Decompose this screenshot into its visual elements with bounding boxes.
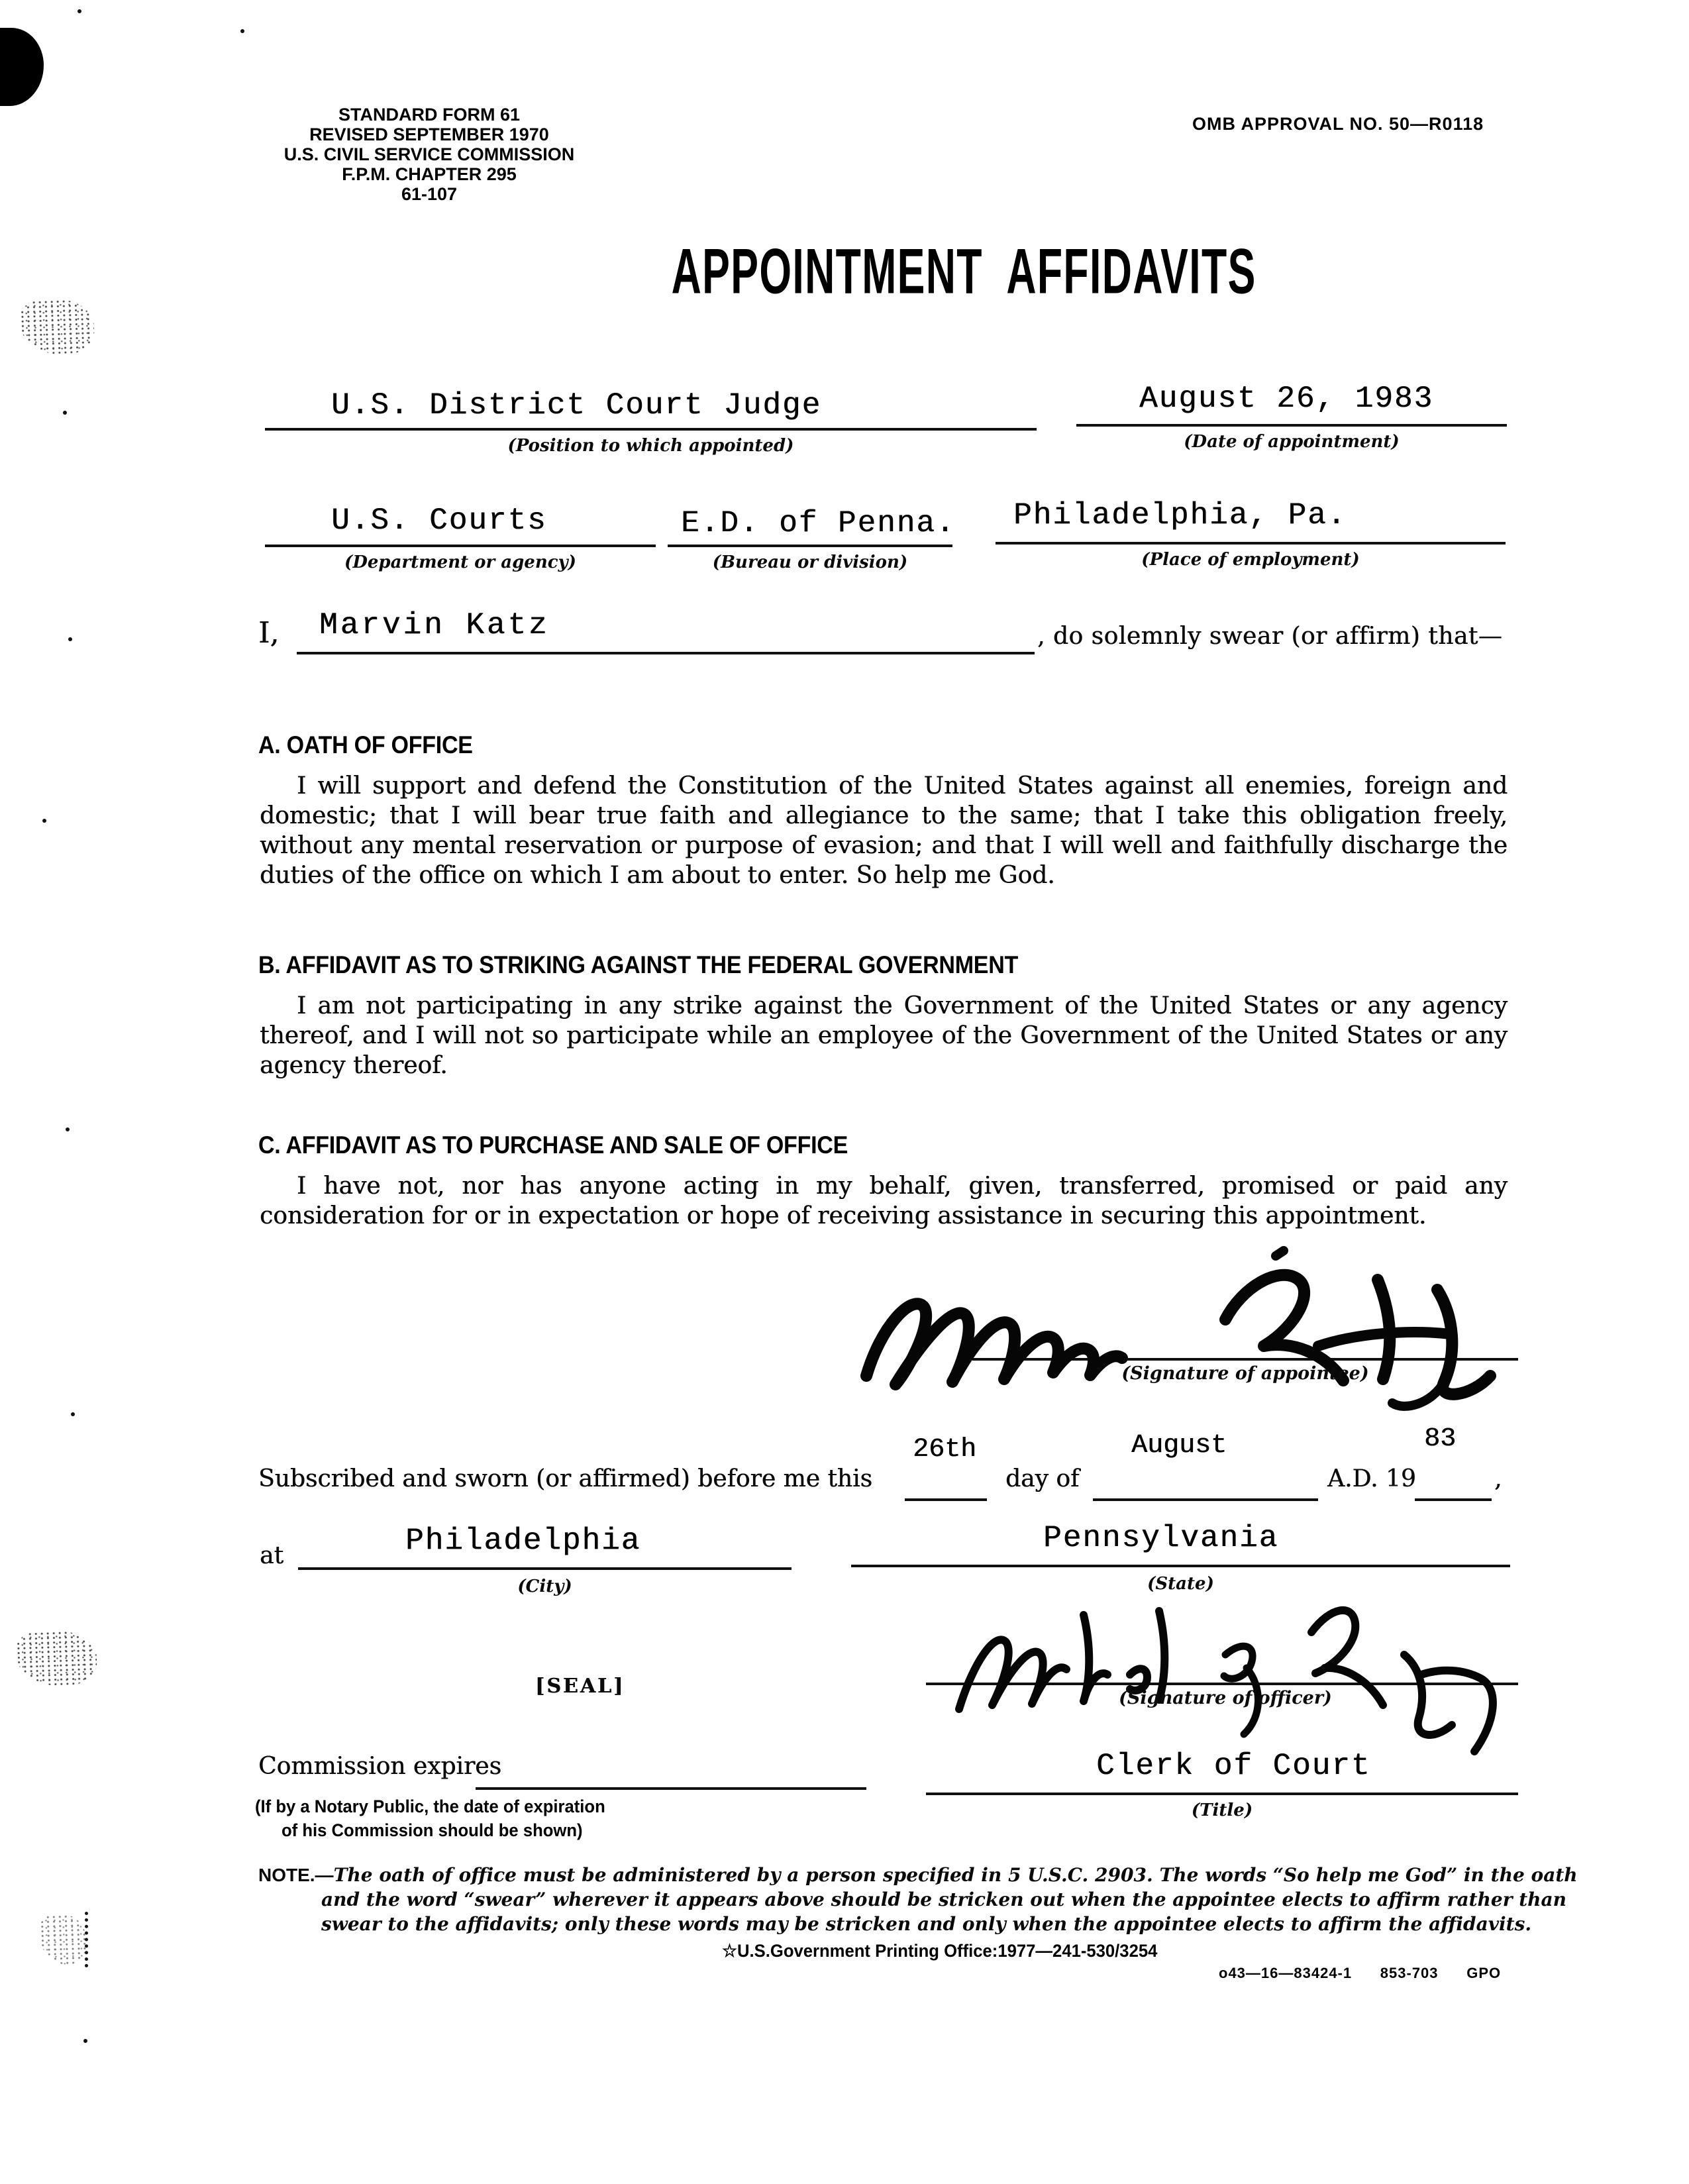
location-city-value: Philadelphia [405,1524,641,1558]
scan-artifact-speck [68,637,72,641]
scan-artifact-smudge [39,1914,87,1965]
sworn-year-underline [1415,1498,1492,1501]
officer-signature-image [941,1569,1537,1767]
notary-note-line1: (If by a Notary Public, the date of expiration [255,1796,605,1816]
oath-intro-suffix: , do solemnly swear (or affirm) that— [1037,623,1503,650]
sworn-comma: , [1494,1465,1502,1492]
footer-note-body: The oath of office must be administered by a person specified in 5 U.S.C. 2903. The words “So help me God” in the oath and the word “swear” wherever it appears above should be stricken out when the appointee elects to affirm rather than swear to the affidavits; only these words may be stricken and only when the appointee elects to affirm the affidavits. [321,1864,1578,1935]
field-position-underline [265,428,1037,431]
field-department-label: (Department or agency) [344,552,576,572]
scan-artifact-speck [83,2039,87,2043]
sworn-year-value: 83 [1424,1424,1457,1454]
form-id-line: STANDARD FORM 61 [338,105,520,125]
footer-note [258,1863,1583,1936]
field-place-underline [996,542,1506,545]
form-id-line: F.P.M. CHAPTER 295 [342,164,517,184]
commission-expires-text: Commission expires [258,1753,501,1780]
seal-marking: [SEAL] [535,1675,625,1698]
field-bureau-underline [668,545,952,547]
scan-artifact-speck [77,9,81,13]
location-state-value: Pennsylvania [1043,1521,1279,1555]
form-id-line: 61-107 [401,184,458,204]
scan-artifact-dotted-line [85,1912,88,1967]
section-b-body: I am not participating in any strike against the Government of the United States or any agency thereof, and I will not so participate while an employee of the Government of the United States or any agency thereof. [260,992,1508,1079]
scan-artifact-speck [71,1412,75,1416]
scan-artifact-smudge [19,298,95,356]
sworn-day-of: day of [1005,1465,1080,1492]
appointee-name-underline [297,652,1035,654]
appointee-name-value: Marvin Katz [319,608,550,643]
sworn-ad-19: A.D. 19 [1327,1465,1416,1492]
signature-officer-label: (Signature of officer) [1119,1688,1332,1708]
field-position-value: U.S. District Court Judge [331,388,822,423]
location-state-underline [851,1565,1510,1567]
form-id-block [257,105,601,204]
gpo-imprint: ☆U.S.Government Printing Office:1977—241-530/3254 [722,1941,1158,1961]
field-bureau-value: E.D. of Penna. [681,506,956,541]
field-date-value: August 26, 1983 [1139,382,1434,416]
scan-artifact-speck [63,411,67,415]
section-c-heading: C. AFFIDAVIT AS TO PURCHASE AND SALE OF OFFICE [258,1131,848,1159]
field-date-label: (Date of appointment) [1184,432,1400,452]
scan-artifact-speck [42,819,46,823]
section-b-heading: B. AFFIDAVIT AS TO STRIKING AGAINST THE FEDERAL GOVERNMENT [258,951,1019,978]
sworn-day-value: 26th [913,1435,977,1465]
field-date-underline [1076,424,1507,427]
scan-artifact-speck [66,1127,70,1131]
sworn-month-value: August [1131,1431,1227,1461]
field-bureau-label: (Bureau or division) [712,552,908,572]
field-place-value: Philadelphia, Pa. [1013,498,1347,533]
scan-artifact-smudge [15,1630,98,1688]
form-id-line: REVISED SEPTEMBER 1970 [309,125,549,144]
location-city-label: (City) [517,1577,572,1596]
location-state-label: (State) [1147,1574,1214,1594]
oath-intro-i: I, [258,616,280,650]
form-title: APPOINTMENT AFFIDAVITS [671,236,1256,307]
scan-artifact-corner-wedge [0,28,44,106]
section-c-body: I have not, nor has anyone acting in my behalf, given, transferred, promised or paid any consideration for or in expectation or hope of receiving assistance in securing this appointment. [260,1172,1508,1229]
section-a-heading: A. OATH OF OFFICE [258,731,473,758]
field-position-label: (Position to which appointed) [507,436,794,456]
field-department-underline [265,545,656,547]
officer-title-underline [926,1793,1518,1795]
officer-title-label: (Title) [1191,1800,1253,1820]
notary-note-line2: of his Commission should be shown) [282,1820,583,1840]
sworn-day-underline [905,1498,987,1501]
field-place-label: (Place of employment) [1141,550,1360,570]
sworn-month-underline [1093,1498,1318,1501]
location-city-underline [298,1567,792,1570]
sworn-statement-prefix: Subscribed and sworn (or affirmed) before me this [258,1465,872,1492]
location-at-label: at [260,1542,283,1569]
form-id-line: U.S. CIVIL SERVICE COMMISSION [283,144,575,164]
signature-appointee-label: (Signature of appointee) [1121,1363,1369,1384]
print-codes: o43—16—83424-1 853-703 GPO [1219,1965,1502,1981]
field-department-value: U.S. Courts [331,503,547,538]
section-a-body: I will support and defend the Constitution of the United States against all enemies, foreign and domestic; that I will bear true faith and allegiance to the same; that I take this obligation freely, without any mental reservation or purpose of evasion; and that I will well and faithfully discharge the duties of the office on which I am about to enter. So help me God. [260,772,1508,889]
officer-title-value: Clerk of Court [1096,1749,1371,1783]
scan-artifact-speck [240,29,244,33]
commission-expires-underline [476,1787,866,1790]
footer-note-label: NOTE.— [258,1865,334,1885]
omb-approval-number: OMB APPROVAL NO. 50—R0118 [1192,114,1484,134]
